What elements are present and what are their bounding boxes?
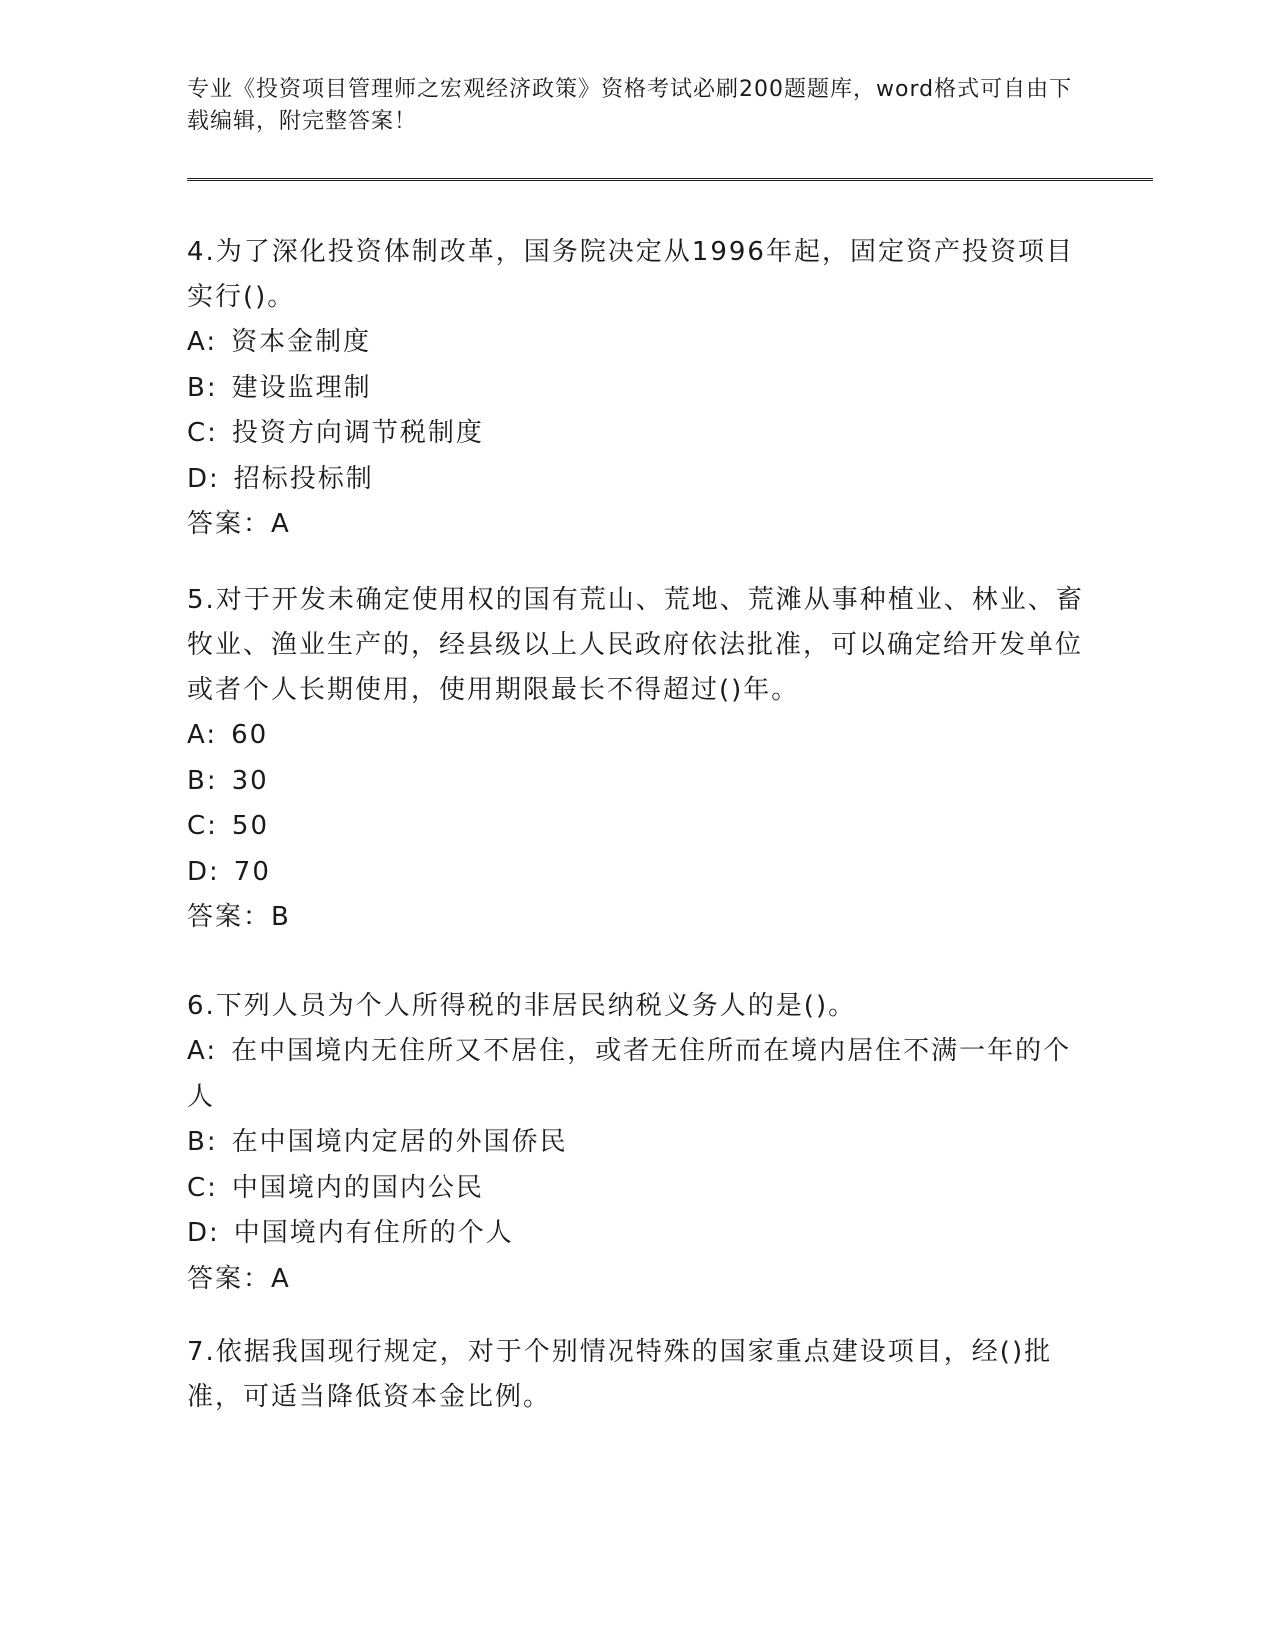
option-text: 中国境内有住所的个人 [233,1218,514,1248]
option-d [187,1211,1087,1257]
header-divider [187,178,1153,181]
option-text: 资本金制度 [231,327,372,357]
option-text: 30 [231,765,269,796]
answer-label: 答案：B [187,902,291,932]
answer-label: 答案：A [187,1263,291,1294]
option-b [187,1120,1087,1166]
option-text: 招标投标制 [233,463,374,494]
option-text: 投资方向调节税制度 [231,418,484,448]
option-letter: D: [187,463,220,494]
question-7 [187,1330,1087,1420]
question-stem: 5.对于开发未确定使用权的国有荒山、荒地、荒滩从事种植业、林业、畜牧业、渔业生产的，经县级以上人民政府依法批准，可以确定给开发单位或者个人长期使用，使用期限最长不得超过()年。 [187,585,1084,705]
answer-label: 答案：A [187,509,291,539]
option-a [187,320,1087,366]
option-d [187,457,1087,503]
option-c [187,411,1087,457]
option-letter: A: [187,327,218,357]
option-text: 70 [233,856,271,887]
option-letter: D: [187,1218,220,1248]
option-letter: A: [187,1036,218,1066]
option-letter: B: [187,1127,218,1157]
option-c [187,804,1087,850]
question-4 [187,230,1087,547]
option-letter: B: [187,372,218,403]
option-text: 50 [231,811,270,841]
option-letter: C: [187,418,218,448]
option-text: 中国境内的国内公民 [231,1172,484,1203]
question-5 [187,578,1087,940]
option-b [187,366,1087,412]
option-d [187,850,1087,896]
option-letter: C: [187,1172,218,1203]
question-stem: 7.依据我国现行规定，对于个别情况特殊的国家重点建设项目，经()批准，可适当降低资本金比例。 [187,1337,1053,1412]
option-letter: B: [187,765,218,796]
option-a [187,713,1087,759]
option-a [187,1029,1087,1120]
option-text: 建设监理制 [231,372,372,403]
question-6 [187,984,1087,1302]
option-letter: C: [187,811,218,841]
document-intro: 专业《投资项目管理师之宏观经济政策》资格考试必刷200题题库，word格式可自由下载编辑，附完整答案！ [187,77,1073,134]
option-text: 在中国境内无住所又不居住，或者无住所而在境内居住不满一年的个人 [187,1036,1072,1112]
question-stem: 6.下列人员为个人所得税的非居民纳税义务人的是()。 [187,991,857,1021]
question-stem: 4.为了深化投资体制改革，国务院决定从1996年起，固定资产投资项目实行()。 [187,237,1074,312]
option-b [187,759,1087,805]
option-letter: A: [187,720,218,750]
option-letter: D: [187,856,220,887]
option-text: 在中国境内定居的外国侨民 [231,1127,568,1157]
option-text: 60 [231,720,269,750]
option-c [187,1166,1087,1212]
